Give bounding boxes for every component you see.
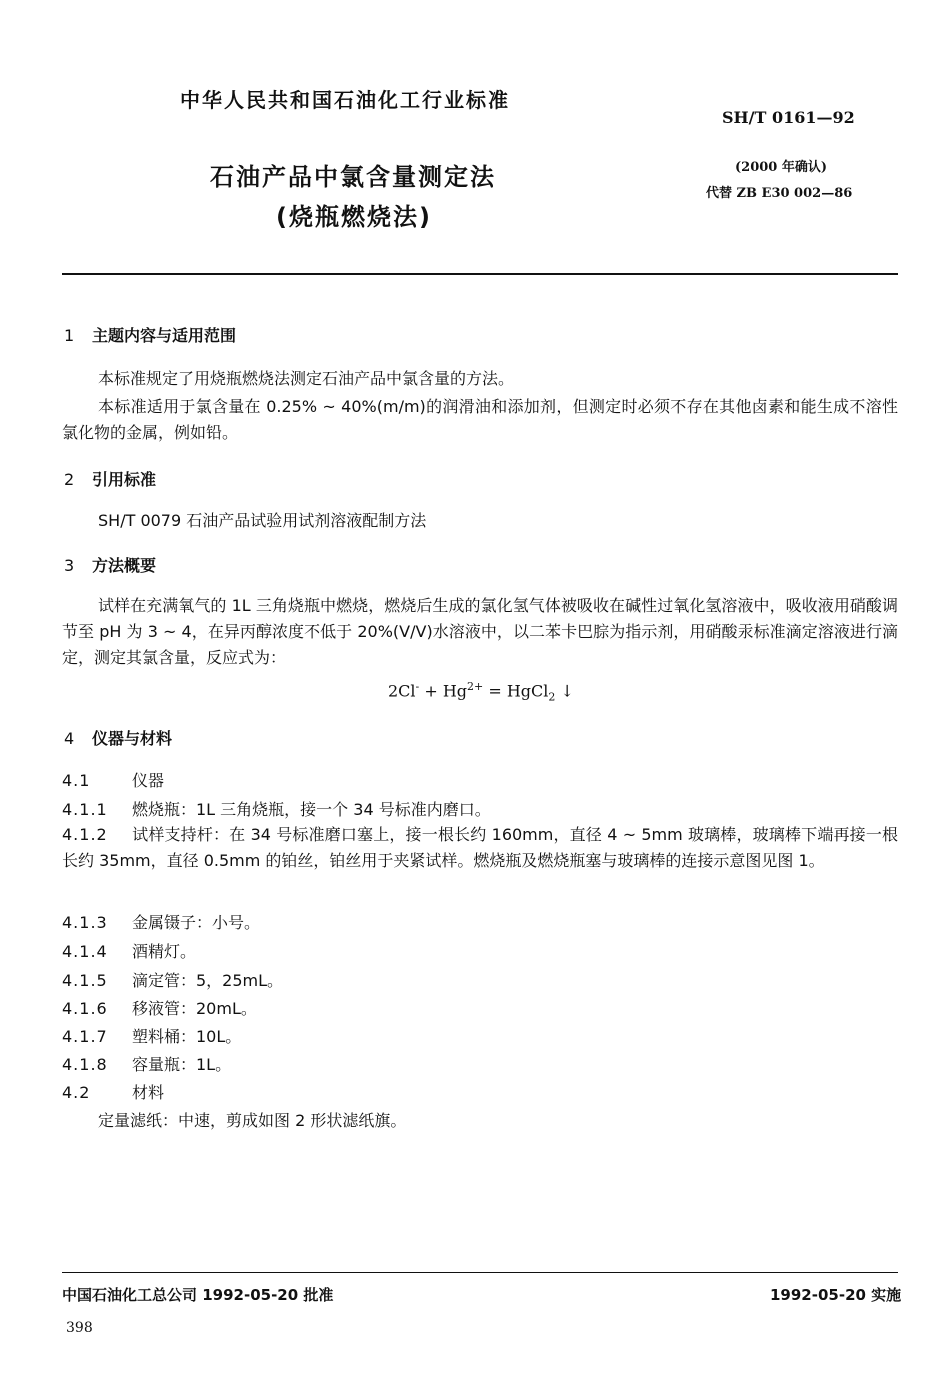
section-title: 方法概要 — [92, 556, 157, 575]
formula-subscript: 2 — [548, 690, 556, 704]
formula-superscript: - — [415, 680, 420, 693]
section-1-paragraph-2: 本标准适用于氯含量在 0.25% ~ 40%(m/m)的润滑油和添加剂，但测定时必须不存在其他卤素和能生成不溶性氯化物的金属，例如铅。 — [62, 397, 898, 442]
page-number: 398 — [66, 1320, 93, 1336]
clause-text: 移液管：20mL。 — [132, 999, 257, 1018]
section-number: 3 — [64, 556, 75, 575]
clause-number: 4.1.5 — [62, 971, 108, 990]
standard-code — [722, 108, 855, 127]
section-1-paragraph-1: 本标准规定了用烧瓶燃烧法测定石油产品中氯含量的方法。 — [98, 369, 515, 388]
clause-text: 容量瓶：1L。 — [132, 1055, 232, 1074]
section-2-heading — [64, 467, 156, 490]
clause-4-1-6 — [62, 996, 257, 1019]
clause-text: 试样支持杆：在 34 号标准磨口塞上，接一根长约 160mm，直径 4 ~ 5mm 玻璃棒，玻璃棒下端再接一根长约 35mm，直径 0.5mm 的铂丝，铂丝用于夹紧试样。燃烧瓶及燃烧瓶塞与玻璃棒的连接示意图见图 1。 — [62, 825, 898, 870]
clause-4-1-4 — [62, 939, 196, 962]
document-title: 石油产品中氯含量测定法 — [210, 163, 496, 191]
clause-4-1-8 — [62, 1052, 231, 1075]
clause-number: 4.1.8 — [62, 1055, 108, 1074]
section-number: 1 — [64, 326, 75, 345]
header-divider — [62, 273, 898, 275]
section-number: 2 — [64, 470, 75, 489]
clause-4-1-5 — [62, 968, 283, 991]
section-title: 主题内容与适用范围 — [92, 326, 237, 345]
clause-text: 燃烧瓶：1L 三角烧瓶，接一个 34 号标准内磨口。 — [132, 800, 491, 819]
clause-4-2 — [62, 1080, 164, 1103]
issuing-authority: 中华人民共和国石油化工行业标准 — [180, 88, 510, 112]
formula-part: 2Cl — [388, 681, 416, 701]
clause-number: 4.1.6 — [62, 999, 108, 1018]
clause-number: 4.1 — [62, 771, 91, 790]
section-2-paragraph-1: SH/T 0079 石油产品试验用试剂溶液配制方法 — [98, 511, 427, 530]
replaces-note: 代替 ZB E30 002—86 — [706, 186, 853, 201]
clause-number: 4.1.4 — [62, 942, 108, 961]
document-subtitle: (烧瓶燃烧法) — [276, 203, 432, 231]
section-title: 仪器与材料 — [92, 729, 173, 748]
formula-superscript: 2+ — [467, 680, 484, 693]
formula-part: = HgCl — [483, 681, 549, 701]
clause-4-1-3 — [62, 910, 260, 933]
clause-number: 4.1.1 — [62, 800, 108, 819]
clause-number: 4.1.7 — [62, 1027, 108, 1046]
standard-code-text: SH/T 0161—92 — [722, 108, 855, 127]
formula-part: + Hg — [419, 681, 468, 701]
clause-number: 4.1.2 — [62, 825, 108, 844]
confirmation-note: (2000 年确认) — [735, 160, 828, 175]
section-3-paragraph-1: 试样在充满氧气的 1L 三角烧瓶中燃烧，燃烧后生成的氯化氢气体被吸收在碱性过氧化氢溶液中，吸收液用硝酸调节至 pH 为 3 ~ 4，在异丙醇浓度不低于 20%(V/V)水溶液中，以二苯卡巴腙为指示剂，用硝酸汞标准滴定溶液进行滴定，测定其氯含量，反应式为： — [62, 596, 898, 667]
footer-divider — [62, 1272, 898, 1273]
clause-text: 酒精灯。 — [132, 942, 197, 961]
section-3-heading — [64, 553, 156, 576]
clause-number: 4.2 — [62, 1083, 91, 1102]
approval-note: 中国石油化工总公司 1992-05-20 批准 — [62, 1286, 334, 1304]
section-title: 引用标准 — [92, 470, 157, 489]
clause-text: 材料 — [132, 1083, 165, 1102]
effective-date: 1992-05-20 实施 — [770, 1286, 902, 1304]
section-4-heading — [64, 726, 172, 749]
clause-text: 塑料桶：10L。 — [132, 1027, 242, 1046]
reaction-formula — [388, 680, 574, 704]
clause-4-1-1 — [62, 797, 491, 820]
clause-number: 4.1.3 — [62, 913, 108, 932]
clause-4-1-7 — [62, 1024, 241, 1047]
section-1-heading — [64, 323, 236, 346]
clause-4-1 — [62, 768, 164, 791]
section-number: 4 — [64, 729, 75, 748]
clause-text: 滴定管：5，25mL。 — [132, 971, 284, 990]
clause-text: 金属镊子：小号。 — [132, 913, 261, 932]
clause-4-1-2 — [62, 822, 898, 874]
materials-text: 定量滤纸：中速，剪成如图 2 形状滤纸旗。 — [98, 1111, 407, 1130]
formula-part: ↓ — [555, 681, 574, 701]
clause-text: 仪器 — [132, 771, 165, 790]
